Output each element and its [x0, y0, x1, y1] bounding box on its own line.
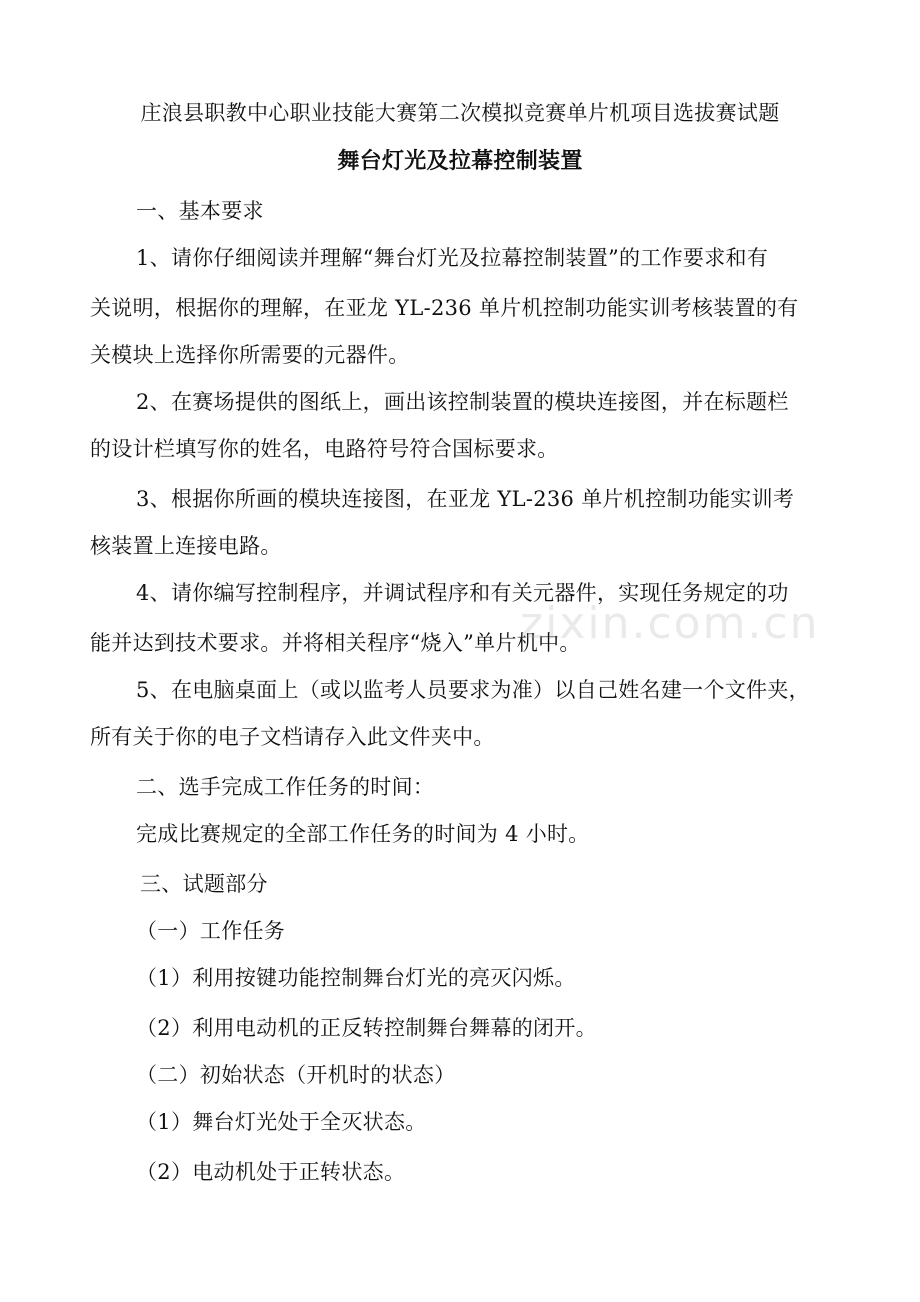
section-heading-exam: 三、试题部分	[140, 872, 268, 896]
section-heading-basic-requirements: 一、基本要求	[136, 199, 264, 223]
requirement-4-line-1: 4、请你编写控制程序，并调试程序和有关元器件，实现任务规定的功	[136, 581, 789, 605]
requirement-5-line-2: 所有关于你的电子文档请存入此文件夹中。	[90, 725, 495, 749]
requirement-2-line-2: 的设计栏填写你的姓名，电路符号符合国标要求。	[90, 437, 559, 461]
requirement-4-line-2: 能并达到技术要求。并将相关程序“烧入”单片机中。	[90, 631, 581, 655]
requirement-5-line-1: 5、在电脑桌面上（或以监考人员要求为准）以自己姓名建一个文件夹，	[136, 678, 810, 702]
task-heading: （一）工作任务	[136, 919, 286, 943]
document-title: 庄浪县职教中心职业技能大赛第二次模拟竞赛单片机项目选拔赛试题	[140, 101, 780, 125]
watermark: zixin.com.cn	[520, 598, 820, 649]
time-requirement-text: 完成比赛规定的全部工作任务的时间为 4 小时。	[136, 822, 590, 846]
requirement-3-line-2: 核装置上连接电路。	[90, 534, 282, 558]
requirement-2-line-1: 2、在赛场提供的图纸上，画出该控制装置的模块连接图，并在标题栏	[136, 390, 789, 414]
initial-state-heading: （二）初始状态（开机时的状态）	[136, 1063, 456, 1087]
document-subtitle: 舞台灯光及拉幕控制装置	[337, 148, 583, 174]
requirement-1-line-2: 关说明，根据你的理解，在亚龙 YL-236 单片机控制功能实训考核装置的有	[90, 296, 799, 320]
requirement-3-line-1: 3、根据你所画的模块连接图，在亚龙 YL-236 单片机控制功能实训考	[136, 487, 795, 511]
section-heading-time: 二、选手完成工作任务的时间：	[136, 775, 435, 799]
initial-state-item-2: （2）电动机处于正转状态。	[136, 1160, 406, 1184]
initial-state-item-1: （1）舞台灯光处于全灭状态。	[136, 1110, 427, 1134]
task-item-2: （2）利用电动机的正反转控制舞台舞幕的闭开。	[136, 1016, 597, 1040]
task-item-1: （1）利用按键功能控制舞台灯光的亮灭闪烁。	[136, 966, 576, 990]
requirement-1-line-1: 1、请你仔细阅读并理解“舞台灯光及拉幕控制装置”的工作要求和有	[136, 246, 769, 270]
requirement-1-line-3: 关模块上选择你所需要的元器件。	[90, 343, 410, 367]
